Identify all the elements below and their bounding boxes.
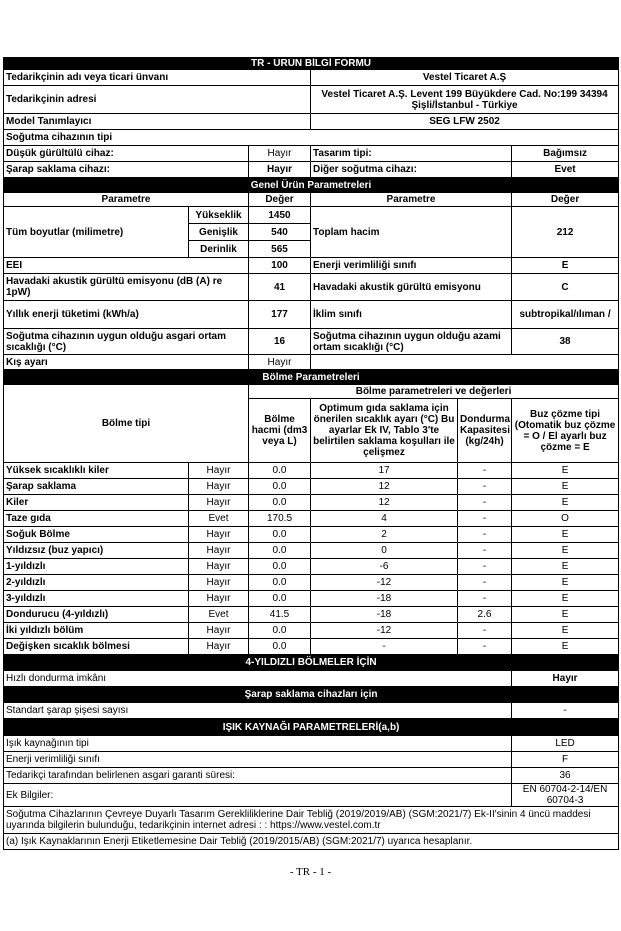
light-energy-class-label: Enerji verimliliği sınıfı [4, 752, 512, 768]
compartment-row [4, 607, 619, 623]
noise-class-value: C [512, 274, 619, 301]
compartment-present: Hayır [189, 527, 249, 543]
col-recommended-temp: Optimum gıda saklama için önerilen sıcaklık ayarı (°C) Bu ayarlar Ek IV, Tablo 3'te belirtilen saklama koşulları ile çelişmez [311, 399, 458, 463]
compartment-present: Hayır [189, 495, 249, 511]
dimensions-label: Tüm boyutlar (milimetre) [4, 207, 189, 258]
compartment-temp: -12 [311, 575, 458, 591]
compartment-row [4, 623, 619, 639]
supplier-name-label: Tedarikçinin adı veya ticari ünvanı [4, 70, 311, 86]
col-value: Değer [249, 193, 311, 207]
noise-emission-value: 41 [249, 274, 311, 301]
compartment-present: Hayır [189, 543, 249, 559]
compartment-temp: 2 [311, 527, 458, 543]
warranty-value: 36 [512, 768, 619, 784]
compartment-name: Değişken sıcaklık bölmesi [4, 639, 189, 655]
compartment-present: Hayır [189, 463, 249, 479]
compartment-volume: 0.0 [249, 463, 311, 479]
compartment-defrost: E [512, 607, 619, 623]
compartment-row [4, 559, 619, 575]
depth-value: 565 [249, 241, 311, 258]
compartment-defrost: E [512, 495, 619, 511]
compartment-name: Dondurucu (4-yıldızlı) [4, 607, 189, 623]
compartment-temp: - [311, 639, 458, 655]
compartment-present: Evet [189, 607, 249, 623]
compartment-row [4, 495, 619, 511]
compartment-present: Hayır [189, 639, 249, 655]
compartment-defrost: E [512, 463, 619, 479]
compartment-capacity: - [458, 559, 512, 575]
low-noise-value: Hayır [249, 146, 311, 162]
compartment-row [4, 639, 619, 655]
compartment-volume: 0.0 [249, 575, 311, 591]
compartment-name: Şarap saklama [4, 479, 189, 495]
compartment-params-heading: Bölme Parametreleri [4, 370, 619, 385]
model-label: Model Tanımlayıcı [4, 114, 311, 130]
fast-freeze-label: Hızlı dondurma imkânı [4, 671, 512, 687]
max-ambient-temp-value: 38 [512, 329, 619, 355]
compartment-capacity: - [458, 639, 512, 655]
compartment-temp: -18 [311, 607, 458, 623]
compartment-temp: 0 [311, 543, 458, 559]
compartment-defrost: O [512, 511, 619, 527]
compartment-rows [4, 463, 619, 655]
compartment-present: Hayır [189, 575, 249, 591]
height-label: Yükseklik [189, 207, 249, 224]
compartment-values-heading: Bölme parametreleri ve değerleri [249, 385, 619, 399]
compartment-row [4, 527, 619, 543]
compartment-temp: -18 [311, 591, 458, 607]
supplier-address-label: Tedarikçinin adresi [4, 86, 311, 114]
compartment-capacity: - [458, 591, 512, 607]
form-title: TR - ÜRÜN BİLGİ FORMU [4, 58, 619, 70]
light-source-type-value: LED [512, 736, 619, 752]
four-star-heading: 4-YILDIZLI BÖLMELER İÇİN [4, 655, 619, 671]
width-value: 540 [249, 224, 311, 241]
min-ambient-temp-label: Soğutma cihazının uygun olduğu asgari ortam sıcaklığı (°C) [4, 329, 249, 355]
compartment-defrost: E [512, 527, 619, 543]
min-ambient-temp-value: 16 [249, 329, 311, 355]
compartment-capacity: - [458, 623, 512, 639]
compartment-volume: 0.0 [249, 623, 311, 639]
winter-setting-empty [311, 355, 619, 370]
compartment-row [4, 591, 619, 607]
extra-info-value: EN 60704-2-14/EN 60704-3 [512, 784, 619, 807]
compartment-name: 3-yıldızlı [4, 591, 189, 607]
winter-setting-label: Kış ayarı [4, 355, 249, 370]
page-number: - TR - 1 - [289, 866, 332, 878]
eei-value: 100 [249, 258, 311, 274]
compartment-temp: 12 [311, 479, 458, 495]
form-table [3, 57, 619, 850]
height-value: 1450 [249, 207, 311, 224]
compartment-present: Evet [189, 511, 249, 527]
compartment-temp: -12 [311, 623, 458, 639]
col-compartment-type: Bölme tipi [4, 385, 249, 463]
annual-energy-value: 177 [249, 301, 311, 329]
compartment-defrost: E [512, 543, 619, 559]
compartment-defrost: E [512, 575, 619, 591]
energy-class-value: E [512, 258, 619, 274]
design-type-value: Bağımsız [512, 146, 619, 162]
compartment-capacity: - [458, 495, 512, 511]
warranty-label: Tedarikçi tarafından belirlenen asgari garanti süresi: [4, 768, 512, 784]
compartment-defrost: E [512, 479, 619, 495]
model-value: SEG LFW 2502 [311, 114, 619, 130]
compartment-volume: 0.0 [249, 495, 311, 511]
compartment-row [4, 511, 619, 527]
compartment-temp: 12 [311, 495, 458, 511]
compartment-capacity: 2.6 [458, 607, 512, 623]
compartment-capacity: - [458, 511, 512, 527]
other-appliance-value: Evet [512, 162, 619, 178]
compartment-row [4, 463, 619, 479]
compartment-temp: -6 [311, 559, 458, 575]
compartment-present: Hayır [189, 591, 249, 607]
supplier-name-value: Vestel Ticaret A.Ş [311, 70, 619, 86]
wine-bottles-value: - [512, 703, 619, 719]
wine-storage-heading: Şarap saklama cihazları için [4, 687, 619, 703]
compartment-name: Kiler [4, 495, 189, 511]
compartment-volume: 0.0 [249, 543, 311, 559]
col-value-2: Değer [512, 193, 619, 207]
compartment-row [4, 543, 619, 559]
compartment-present: Hayır [189, 479, 249, 495]
compartment-volume: 0.0 [249, 527, 311, 543]
compartment-row [4, 479, 619, 495]
supplier-address-value: Vestel Ticaret A.Ş. Levent 199 Büyükdere Cad. No:199 34394 Şişli/İstanbul - Türkiye [311, 86, 619, 114]
climate-class-label: İklim sınıfı [311, 301, 512, 329]
product-info-form [3, 57, 618, 850]
col-compartment-volume: Bölme hacmi (dm3 veya L) [249, 399, 311, 463]
compartment-name: İki yıldızlı bölüm [4, 623, 189, 639]
compartment-capacity: - [458, 543, 512, 559]
compartment-name: Yıldızsız (buz yapıcı) [4, 543, 189, 559]
light-source-type-label: Işık kaynağının tipi [4, 736, 512, 752]
energy-class-label: Enerji verimliliği sınıfı [311, 258, 512, 274]
compartment-defrost: E [512, 559, 619, 575]
light-footnote: (a) Işık Kaynaklarının Enerji Etiketlemesine Dair Tebliğ (2019/2015/AB) (SGM:2021/7) uyarıca hesaplanır. [4, 834, 619, 850]
compartment-defrost: E [512, 639, 619, 655]
compartment-temp: 4 [311, 511, 458, 527]
max-ambient-temp-label: Soğutma cihazının uygun olduğu azami ortam sıcaklığı (°C) [311, 329, 512, 355]
compartment-volume: 0.0 [249, 559, 311, 575]
compartment-volume: 0.0 [249, 639, 311, 655]
wine-appliance-value: Hayır [249, 162, 311, 178]
compartment-name: Yüksek sıcaklıklı kiler [4, 463, 189, 479]
compartment-capacity: - [458, 479, 512, 495]
compartment-defrost: E [512, 623, 619, 639]
compartment-volume: 170.5 [249, 511, 311, 527]
compartment-name: Taze gıda [4, 511, 189, 527]
general-params-heading: Genel Ürün Parametreleri [4, 178, 619, 193]
extra-info-label: Ek Bilgiler: [4, 784, 512, 807]
width-label: Genişlik [189, 224, 249, 241]
annual-energy-label: Yıllık enerji tüketimi (kWh/a) [4, 301, 249, 329]
wine-appliance-label: Şarap saklama cihazı: [4, 162, 249, 178]
compartment-capacity: - [458, 527, 512, 543]
compartment-row [4, 575, 619, 591]
low-noise-label: Düşük gürültülü cihaz: [4, 146, 249, 162]
compartment-volume: 41.5 [249, 607, 311, 623]
col-param-2: Parametre [311, 193, 512, 207]
col-param: Parametre [4, 193, 249, 207]
total-volume-label: Toplam hacim [311, 207, 512, 258]
compartment-volume: 0.0 [249, 479, 311, 495]
fast-freeze-value: Hayır [512, 671, 619, 687]
depth-label: Derinlik [189, 241, 249, 258]
compartment-capacity: - [458, 463, 512, 479]
other-appliance-label: Diğer soğutma cihazı: [311, 162, 512, 178]
noise-emission-label: Havadaki akustik gürültü emisyonu (dB (A) re 1pW) [4, 274, 249, 301]
compartment-present: Hayır [189, 623, 249, 639]
winter-setting-value: Hayır [249, 355, 311, 370]
light-source-heading: IŞIK KAYNAĞI PARAMETRELERİ(a,b) [4, 719, 619, 736]
col-freezing-capacity: Dondurma Kapasitesi (kg/24h) [458, 399, 512, 463]
design-type-label: Tasarım tipi: [311, 146, 512, 162]
compartment-name: Soğuk Bölme [4, 527, 189, 543]
compartment-capacity: - [458, 575, 512, 591]
regulation-note: Soğutma Cihazlarının Çevreye Duyarlı Tasarım Gerekliliklerine Dair Tebliğ (2019/2019/AB) (SGM:2021/7) Ek-II'sinin 4 üncü maddesi uyarında bilgilerin bulunduğu, tedarikçinin internet adresi : : https://www.vestel.com.tr [4, 807, 619, 834]
wine-bottles-label: Standart şarap şişesi sayısı [4, 703, 512, 719]
appliance-type-label: Soğutma cihazının tipi [4, 130, 619, 146]
compartment-name: 1-yıldızlı [4, 559, 189, 575]
col-defrost-type: Buz çözme tipi (Otomatik buz çözme = O / El ayarlı buz çözme = E [512, 399, 619, 463]
climate-class-value: subtropikal/ılıman / [512, 301, 619, 329]
eei-label: EEI [4, 258, 249, 274]
compartment-volume: 0.0 [249, 591, 311, 607]
compartment-temp: 17 [311, 463, 458, 479]
compartment-defrost: E [512, 591, 619, 607]
compartment-present: Hayır [189, 559, 249, 575]
light-energy-class-value: F [512, 752, 619, 768]
compartment-name: 2-yıldızlı [4, 575, 189, 591]
noise-class-label: Havadaki akustik gürültü emisyonu [311, 274, 512, 301]
total-volume-value: 212 [512, 207, 619, 258]
